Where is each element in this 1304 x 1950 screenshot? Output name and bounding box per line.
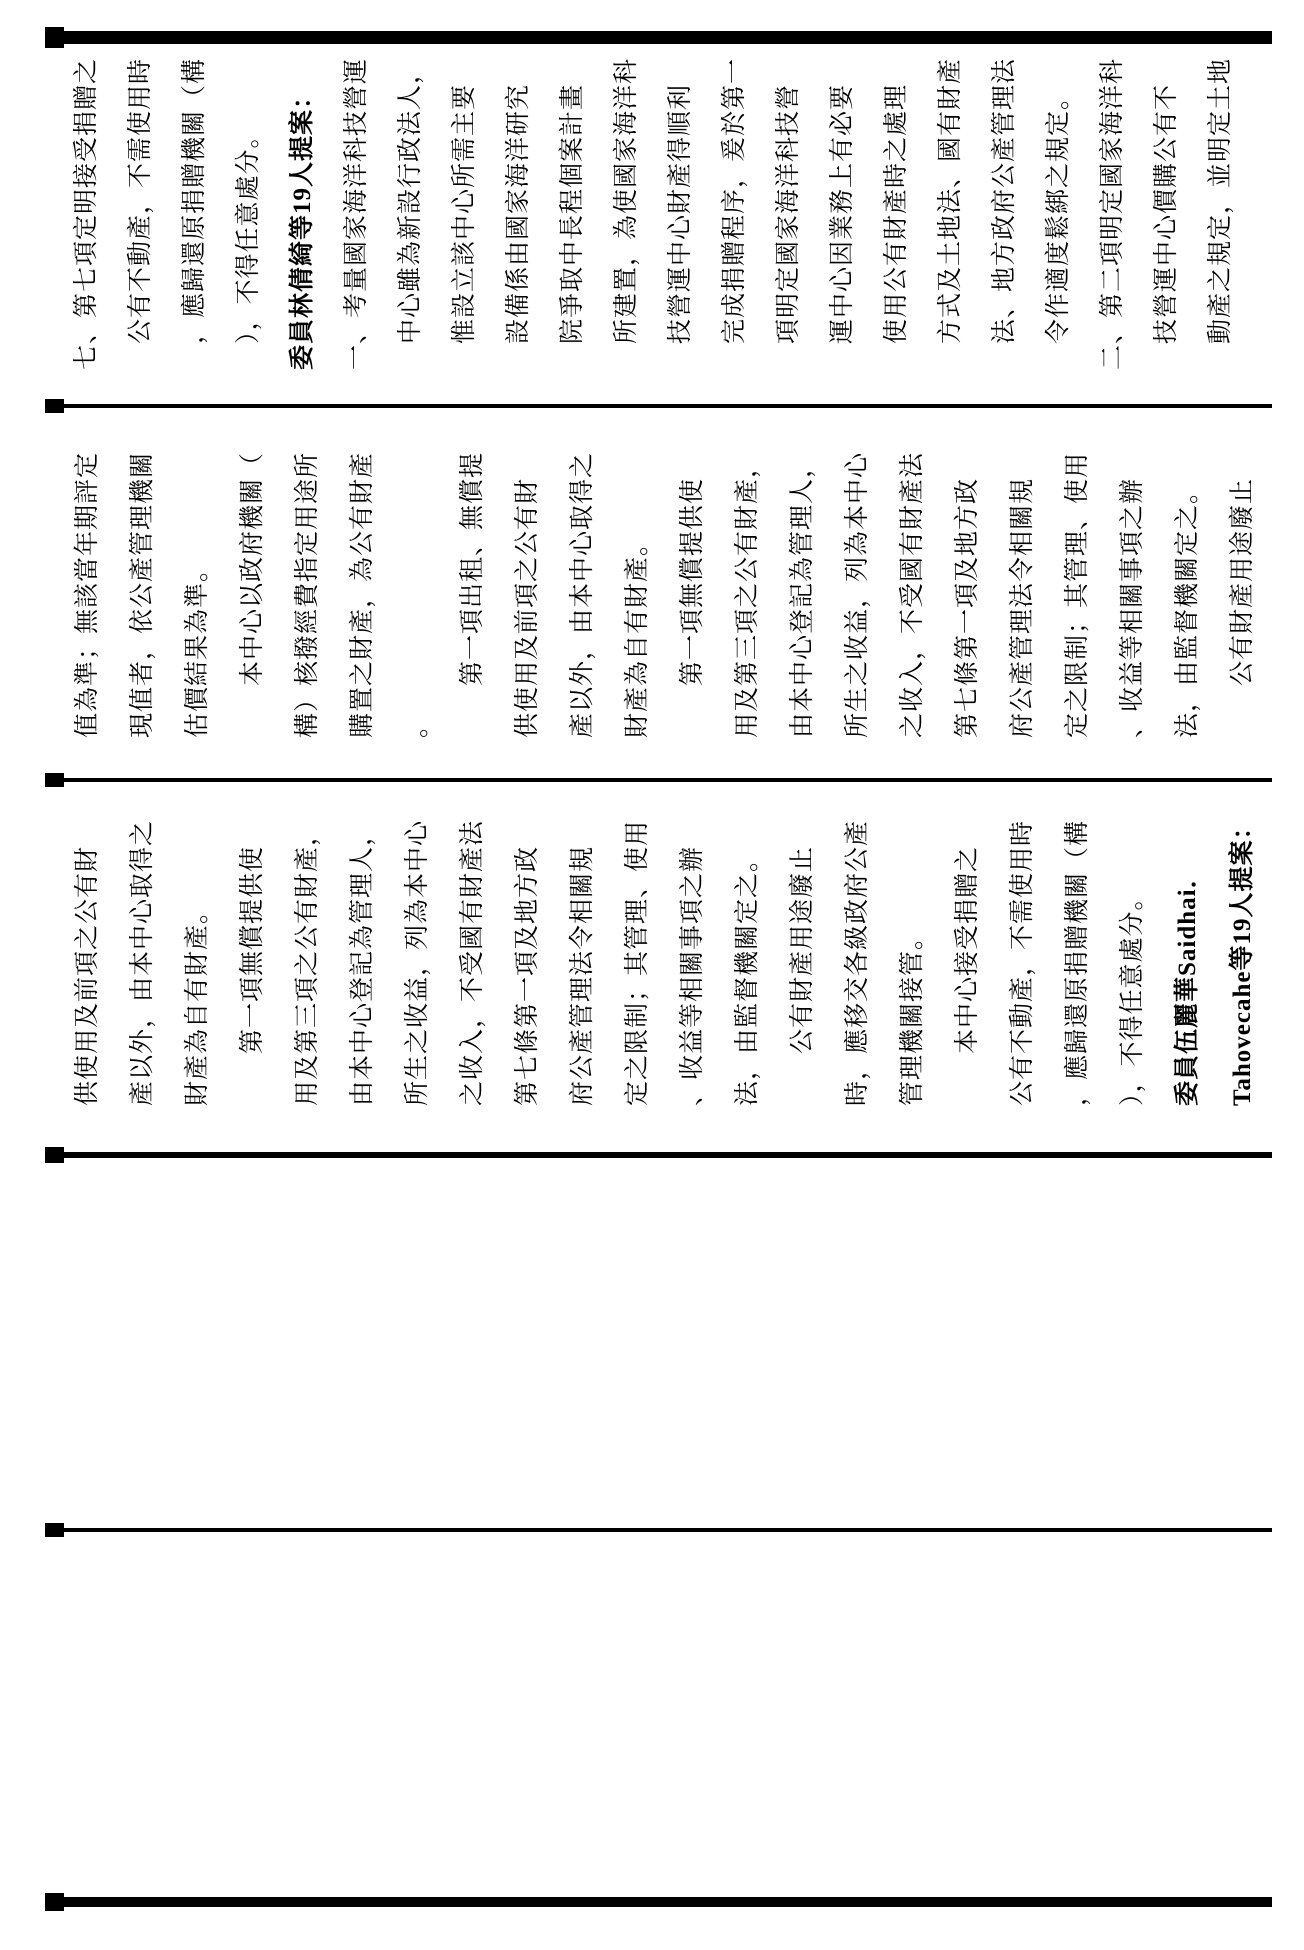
text-line: 產以外，由本中心取得之 xyxy=(569,451,596,738)
table-column-empty-2 xyxy=(0,1534,1304,1895)
text-line: 定之限制；其管理、使用 xyxy=(1064,451,1091,738)
text-line: 管理機關接管。 xyxy=(899,923,926,1106)
text-line: 、收益等相關事項之辦 xyxy=(679,845,706,1106)
text-line: 購置之財產，為公有財產 xyxy=(349,451,376,738)
text-line: 所建置，為使國家海洋科 xyxy=(613,57,640,344)
text-line: 惟設立該中心所需主要 xyxy=(451,83,478,344)
text-line: 第一項出租、無償提 xyxy=(459,451,486,686)
text-line: 七、第七項定明接受捐贈之 xyxy=(73,57,100,370)
text-line: 之收入，不受國有財產法 xyxy=(459,819,486,1106)
text-line: 府公產管理法令相關規 xyxy=(569,845,596,1106)
text-line: 由本中心登記為管理人， xyxy=(349,819,376,1106)
text-line: 本中心接受捐贈之 xyxy=(954,845,981,1054)
text-line: 由本中心登記為管理人， xyxy=(789,451,816,738)
text-line: 令作適度鬆綁之規定。 xyxy=(1045,83,1072,344)
text-line: 使用公有財產時之處理 xyxy=(883,83,910,344)
text-line: 現值者，依公產管理機關 xyxy=(129,451,156,738)
text-line: 產以外，由本中心取得之 xyxy=(129,819,156,1106)
column-divider-thick xyxy=(60,1152,1272,1158)
text-line: 時，應移交各級政府公產 xyxy=(844,819,871,1106)
text-line: 之收入，不受國有財產法 xyxy=(899,451,926,738)
text-line: 、收益等相關事項之辦 xyxy=(1119,477,1146,738)
text-line: 公有不動產，不需使用時 xyxy=(1009,819,1036,1106)
text-line: 公有財產用途廢止 xyxy=(789,845,816,1054)
column-divider xyxy=(60,1528,1272,1532)
column-divider xyxy=(60,404,1272,408)
text-line: 運中心因業務上有必要 xyxy=(829,83,856,344)
text-line: ），不得任意處分。 xyxy=(235,122,262,344)
text-line: 院爭取中長程個案計畫 xyxy=(559,83,586,344)
text-line: 定之限制；其管理、使用 xyxy=(624,819,651,1106)
text-line: ，應歸還原捐贈機關（構 xyxy=(1064,819,1091,1106)
text-line: 法，由監督機關定之。 xyxy=(734,845,761,1106)
text-line: 公有財產用途廢止 xyxy=(1229,477,1256,686)
text-line: 本中心以政府機關（ xyxy=(239,451,266,686)
text-line: 中心雖為新設行政法人， xyxy=(397,57,424,344)
text-line: 技營運中心價購公有不 xyxy=(1153,83,1180,344)
text-line: ，應歸還原捐贈機關（構 xyxy=(181,57,208,344)
table-column-proposal-wu xyxy=(0,784,1304,1150)
text-line: 方式及土地法、國有財產 xyxy=(937,57,964,344)
border-stub xyxy=(45,27,64,48)
text-line: 第七條第一項及地方政 xyxy=(954,477,981,738)
text-line: 估價結果為準。 xyxy=(184,555,211,738)
text-line: 第一項無償提供使 xyxy=(239,845,266,1054)
text-line: 項明定國家海洋科技營 xyxy=(775,83,802,344)
text-line: 所生之收益，列為本中心 xyxy=(844,451,871,738)
text-line: 第七條第一項及地方政 xyxy=(514,845,541,1106)
text-line: 用及第三項之公有財產， xyxy=(294,819,321,1106)
table-column-empty-1 xyxy=(0,1160,1304,1526)
text-line: ），不得任意處分。 xyxy=(1119,884,1146,1106)
table-outer-border-left xyxy=(60,1897,1272,1907)
proposal-heading-line: 委員伍麗華Saidhai． xyxy=(1174,862,1201,1106)
text-line: 府公產管理法令相關規 xyxy=(1009,477,1036,738)
text-line: 用及第三項之公有財產， xyxy=(734,451,761,738)
text-line: 供使用及前項之公有財 xyxy=(514,477,541,738)
table-outer-border-right xyxy=(60,31,1272,44)
text-line: 法，由監督機關定之。 xyxy=(1174,477,1201,738)
text-line: 二、第二項明定國家海洋科 xyxy=(1099,57,1126,370)
table-column-proposal-lin xyxy=(0,410,1304,776)
proposal-heading-line: 委員林倩綺等19人提案： xyxy=(289,82,316,370)
text-line: 。 xyxy=(404,711,431,738)
text-line: 第一項無償提供使 xyxy=(679,477,706,686)
column-divider xyxy=(60,778,1272,782)
table-column-explanation xyxy=(0,47,1304,402)
text-line: 財產為自有財產。 xyxy=(184,897,211,1106)
text-line: 值為準；無該當年期評定 xyxy=(74,451,101,738)
text-line: 一、考量國家海洋科技營運 xyxy=(343,57,370,370)
text-line: 設備係由國家海洋研究 xyxy=(505,83,532,344)
text-line: 公有不動產，不需使用時 xyxy=(127,57,154,344)
border-stub xyxy=(45,1893,64,1911)
text-line: 所生之收益，列為本中心 xyxy=(404,819,431,1106)
text-line: 財產為自有財產。 xyxy=(624,529,651,738)
text-line: 構）核撥經費指定用途所 xyxy=(294,451,321,738)
proposal-heading-line: Tahovecahe等19人提案： xyxy=(1229,813,1256,1106)
text-line: 動產之規定，並明定土地 xyxy=(1207,57,1234,344)
text-line: 完成捐贈程序，爰於第一 xyxy=(721,57,748,344)
text-line: 供使用及前項之公有財 xyxy=(74,845,101,1106)
text-line: 技營運中心財產得順利 xyxy=(667,83,694,344)
text-line: 法、地方政府公產管理法 xyxy=(991,57,1018,344)
